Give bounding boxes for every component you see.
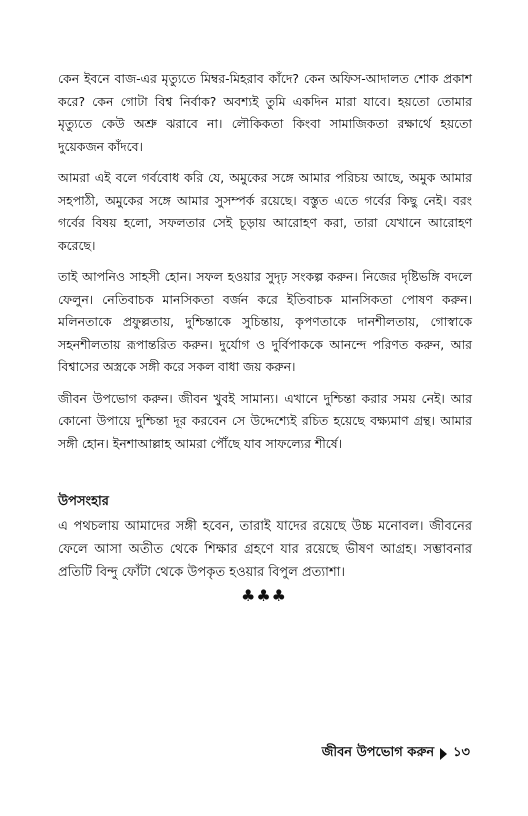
conclusion-paragraph: এ পথচলায় আমাদের সঙ্গী হবেন, তারাই যাদের রয়েছে উচ্চ মনোবল। জীবনের ফেলে আসা অতীত থেকে শিক্ষার গ্রহণে যার রয়েছে ভীষণ আগ্রহ। সম্ভাবনার প্রতিটি বিন্দু ফোঁটা থেকে উপকৃত হওয়ার বিপুল প্রত্যাশা।	[58, 519, 472, 580]
body-paragraph-1: কেন ইবনে বাজ-এর মৃত্যুতে মিম্বর-মিহরাব কাঁদে? কেন অফিস-আদালত শোক প্রকাশ করে? কেন গোটা বিশ্ব নির্বাক? অবশ্যই তুমি একদিন মারা যাবে। হয়তো তোমার মৃত্যুতে কেউ অশ্রু ঝরাবে না। লৌকিকতা কিংবা সামাজিকতা রক্ষার্থে হয়তো দুয়েকজন কাঁদবে।	[58, 71, 472, 154]
body-paragraph-4: জীবন উপভোগ করুন। জীবন খুবই সামান্য। এখানে দুশ্চিন্তা করার সময় নেই। আর কোনো উপায়ে দুশ্চিন্তা দূর করবেন সে উদ্দেশ্যেই রচিত হয়েছে বক্ষ্যমাণ গ্রন্থ। আমার সঙ্গী হোন। ইনশাআল্লাহ আমরা পৌঁছে যাব সাফল্যের শীর্ষে।	[58, 390, 472, 451]
body-paragraph-2: আমরা এই বলে গর্ববোধ করি যে, অমুকের সঙ্গে আমার পরিচয় আছে, অমুক আমার সহপাঠী, অমুকের সঙ্গে আমার সুসম্পর্ক রয়েছে। বস্তুত এতে গর্বের কিছু নেই। বরং গর্বের বিষয় হলো, সফলতার সেই চূড়ায় আরোহণ করা, তারা যেখানে আরোহণ করেছে।	[58, 170, 472, 253]
conclusion-heading: উপসংহার	[58, 494, 109, 509]
right-triangle-icon	[440, 748, 447, 760]
body-paragraph-3: তাই আপনিও সাহসী হোন। সফল হওয়ার সুদৃঢ় সংকল্প করুন। নিজের দৃষ্টিভঙ্গি বদলে ফেলুন। নেতিবাচক মানসিকতা বর্জন করে ইতিবাচক মানসিকতা পোষণ করুন। মলিনতাকে প্রফুল্লতায়, দুশ্চিন্তাকে সুচিন্তায়, কৃপণতাকে দানশীলতায়, গোস্বাকে সহনশীলতায় রূপান্তরিত করুন। দুর্যোগ ও দুর্বিপাককে আনন্দে পরিণত করুন, আর বিশ্বাসের অস্ত্রকে সঙ্গী করে সকল বাধা জয় করুন।	[58, 269, 472, 374]
page-body	[58, 68, 472, 593]
club-ornament: ♣♣♣	[240, 586, 288, 605]
page-number: ১৩	[453, 745, 470, 760]
running-title: জীবন উপভোগ করুন	[321, 745, 435, 760]
page-footer	[322, 743, 470, 764]
